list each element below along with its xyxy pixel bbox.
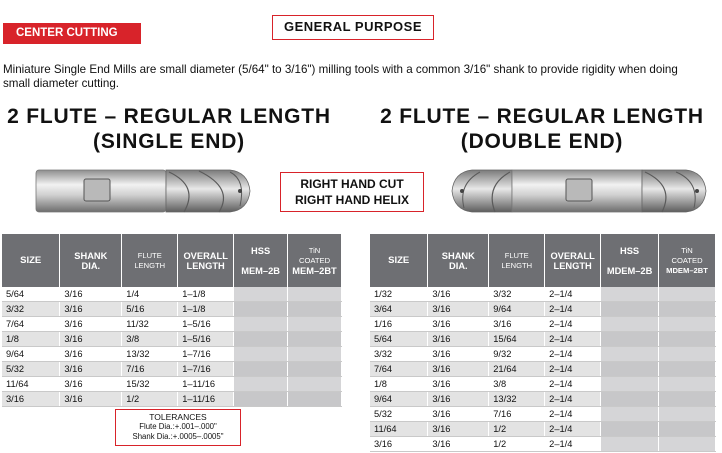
tin-cell: [288, 302, 342, 317]
tolerances-title: TOLERANCES: [149, 412, 207, 422]
shank-cell: 3/16: [428, 347, 489, 362]
size-cell: 3/16: [370, 437, 428, 452]
col-flute-header: FLUTE LENGTH: [489, 234, 545, 287]
table-row: [2, 332, 342, 347]
col-size-header: SIZE: [2, 234, 60, 287]
table-row: [370, 392, 716, 407]
table-row: [370, 437, 716, 452]
double-end-mill-image: [450, 166, 708, 218]
right-hand-cut-label: [280, 172, 424, 212]
table-row: [370, 362, 716, 377]
size-cell: 5/64: [2, 287, 60, 302]
table-row: [370, 422, 716, 437]
col-shank-header: SHANK DIA.: [60, 234, 122, 287]
flute-cell: 1/2: [489, 422, 545, 437]
hss-cell: [601, 422, 659, 437]
single-end-title: [0, 104, 338, 154]
hand-cut-text: RIGHT HAND CUT: [300, 177, 404, 191]
double-end-table: [370, 234, 716, 452]
shank-cell: 3/16: [60, 392, 122, 407]
double-end-title: [367, 104, 717, 154]
double-end-title-line1: 2 FLUTE – REGULAR LENGTH: [380, 105, 704, 128]
flute-cell: 7/16: [122, 362, 178, 377]
col-flute-header: FLUTE LENGTH: [122, 234, 178, 287]
overall-cell: 2–1/4: [545, 287, 601, 302]
flute-cell: 15/64: [489, 332, 545, 347]
tolerances-flute: Flute Dia.:+.001–.000": [139, 422, 217, 431]
flute-cell: 9/64: [489, 302, 545, 317]
shank-cell: 3/16: [60, 347, 122, 362]
col-size-header: SIZE: [370, 234, 428, 287]
shank-cell: 3/16: [428, 317, 489, 332]
overall-cell: 2–1/4: [545, 332, 601, 347]
col-tin-header: TiN COATED MEM–2BT: [288, 234, 342, 287]
size-cell: 3/16: [2, 392, 60, 407]
table-row: [370, 302, 716, 317]
overall-cell: 1–11/16: [178, 377, 234, 392]
tin-cell: [659, 287, 716, 302]
size-cell: 5/64: [370, 332, 428, 347]
overall-cell: 2–1/4: [545, 347, 601, 362]
overall-cell: 2–1/4: [545, 362, 601, 377]
double-end-title-line2: (DOUBLE END): [460, 130, 624, 153]
size-cell: 1/8: [2, 332, 60, 347]
table-row: [2, 362, 342, 377]
flute-cell: 13/32: [122, 347, 178, 362]
size-cell: 3/32: [370, 347, 428, 362]
size-cell: 1/8: [370, 377, 428, 392]
size-cell: 1/32: [370, 287, 428, 302]
overall-cell: 1–11/16: [178, 392, 234, 407]
intro-text: Miniature Single End Mills are small diameter (5/64" to 3/16") milling tools with a common 3/16" shank to provide rigidity when doing small diameter cutting.: [3, 63, 678, 90]
shank-cell: 3/16: [428, 287, 489, 302]
shank-cell: 3/16: [428, 362, 489, 377]
col-overall-header: OVERALL LENGTH: [545, 234, 601, 287]
shank-cell: 3/16: [428, 332, 489, 347]
shank-cell: 3/16: [60, 287, 122, 302]
tin-cell: [659, 422, 716, 437]
flute-cell: 3/16: [489, 317, 545, 332]
shank-cell: 3/16: [60, 317, 122, 332]
overall-cell: 2–1/4: [545, 317, 601, 332]
tin-cell: [288, 332, 342, 347]
tin-cell: [288, 362, 342, 377]
col-hss-header: HSS MEM–2B: [234, 234, 288, 287]
size-cell: 5/32: [370, 407, 428, 422]
flute-cell: 1/4: [122, 287, 178, 302]
flute-cell: 7/16: [489, 407, 545, 422]
tolerances-shank: Shank Dia.:+.0005–.0005": [132, 432, 224, 441]
hss-cell: [234, 377, 288, 392]
shank-cell: 3/16: [428, 407, 489, 422]
overall-cell: 2–1/4: [545, 422, 601, 437]
hss-cell: [234, 332, 288, 347]
size-cell: 11/64: [370, 422, 428, 437]
flute-cell: 3/8: [489, 377, 545, 392]
col-shank-header: SHANK DIA.: [428, 234, 489, 287]
overall-cell: 2–1/4: [545, 407, 601, 422]
tin-cell: [288, 392, 342, 407]
size-cell: 9/64: [370, 392, 428, 407]
shank-cell: 3/16: [428, 437, 489, 452]
single-end-title-line1: 2 FLUTE – REGULAR LENGTH: [7, 105, 331, 128]
size-cell: 3/64: [370, 302, 428, 317]
tin-cell: [659, 332, 716, 347]
table-row: [2, 347, 342, 362]
shank-cell: 3/16: [60, 332, 122, 347]
tin-cell: [288, 317, 342, 332]
tin-cell: [288, 377, 342, 392]
table-row: [370, 407, 716, 422]
hss-cell: [601, 317, 659, 332]
hss-cell: [234, 392, 288, 407]
table-row: [2, 392, 342, 407]
tin-cell: [659, 377, 716, 392]
size-cell: 7/64: [370, 362, 428, 377]
overall-cell: 1–7/16: [178, 362, 234, 377]
hss-cell: [234, 287, 288, 302]
shank-cell: 3/16: [60, 362, 122, 377]
flute-cell: 3/32: [489, 287, 545, 302]
hand-helix-text: RIGHT HAND HELIX: [295, 193, 409, 207]
hss-cell: [234, 347, 288, 362]
col-hss-header: HSS MDEM–2B: [601, 234, 659, 287]
tin-cell: [659, 407, 716, 422]
table-row: [370, 317, 716, 332]
hss-cell: [234, 362, 288, 377]
hss-cell: [601, 407, 659, 422]
overall-cell: 2–1/4: [545, 302, 601, 317]
flute-cell: 11/32: [122, 317, 178, 332]
tin-cell: [659, 362, 716, 377]
hss-cell: [601, 302, 659, 317]
hss-cell: [601, 377, 659, 392]
size-cell: 11/64: [2, 377, 60, 392]
shank-cell: 3/16: [60, 377, 122, 392]
overall-cell: 1–5/16: [178, 332, 234, 347]
flute-cell: 1/2: [489, 437, 545, 452]
tin-cell: [288, 347, 342, 362]
hss-cell: [601, 392, 659, 407]
table-row: [2, 317, 342, 332]
shank-cell: 3/16: [428, 422, 489, 437]
overall-cell: 1–1/8: [178, 302, 234, 317]
flute-cell: 3/8: [122, 332, 178, 347]
hss-cell: [601, 362, 659, 377]
table-row: [2, 302, 342, 317]
flute-cell: 5/16: [122, 302, 178, 317]
flute-cell: 15/32: [122, 377, 178, 392]
shank-cell: 3/16: [428, 377, 489, 392]
size-cell: 5/32: [2, 362, 60, 377]
tin-cell: [659, 347, 716, 362]
flute-cell: 9/32: [489, 347, 545, 362]
single-end-mill-image: [34, 166, 254, 218]
col-tin-header: TiN COATED MDEM–2BT: [659, 234, 716, 287]
tin-cell: [288, 287, 342, 302]
overall-cell: 2–1/4: [545, 392, 601, 407]
overall-cell: 1–7/16: [178, 347, 234, 362]
tin-cell: [659, 302, 716, 317]
tolerances-box: [115, 409, 241, 446]
overall-cell: 2–1/4: [545, 437, 601, 452]
overall-cell: 2–1/4: [545, 377, 601, 392]
table-row: [370, 347, 716, 362]
general-purpose-label: GENERAL PURPOSE: [272, 15, 434, 40]
overall-cell: 1–5/16: [178, 317, 234, 332]
shank-cell: 3/16: [428, 302, 489, 317]
table-row: [370, 377, 716, 392]
tin-cell: [659, 392, 716, 407]
hss-cell: [234, 317, 288, 332]
size-cell: 1/16: [370, 317, 428, 332]
size-cell: 7/64: [2, 317, 60, 332]
table-row: [370, 332, 716, 347]
size-cell: 9/64: [2, 347, 60, 362]
tin-cell: [659, 317, 716, 332]
flute-cell: 1/2: [122, 392, 178, 407]
hss-cell: [234, 302, 288, 317]
overall-cell: 1–1/8: [178, 287, 234, 302]
hss-cell: [601, 287, 659, 302]
flute-cell: 21/64: [489, 362, 545, 377]
flute-cell: 13/32: [489, 392, 545, 407]
table-row: [2, 377, 342, 392]
shank-cell: 3/16: [428, 392, 489, 407]
size-cell: 3/32: [2, 302, 60, 317]
hss-cell: [601, 347, 659, 362]
single-end-title-line2: (SINGLE END): [93, 130, 245, 153]
table-row: [2, 287, 342, 302]
hss-cell: [601, 437, 659, 452]
table-row: [370, 287, 716, 302]
single-end-table: [2, 234, 342, 407]
col-overall-header: OVERALL LENGTH: [178, 234, 234, 287]
shank-cell: 3/16: [60, 302, 122, 317]
center-cutting-badge: CENTER CUTTING: [3, 23, 141, 44]
tin-cell: [659, 437, 716, 452]
hss-cell: [601, 332, 659, 347]
